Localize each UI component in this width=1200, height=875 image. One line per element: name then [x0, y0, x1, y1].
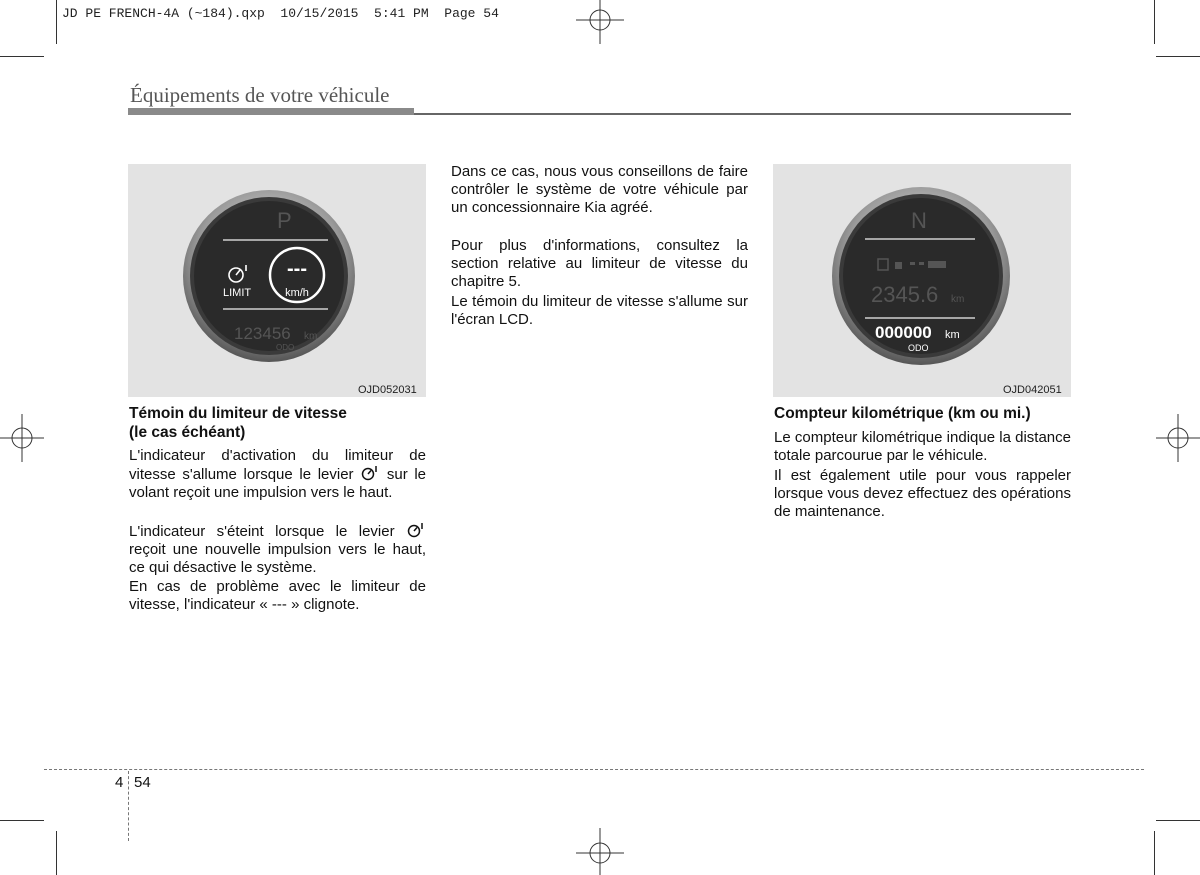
figure-code: OJD042051: [1003, 384, 1062, 396]
crop-mark: [1156, 56, 1200, 57]
middle-paragraph-2: Pour plus d'informations, consultez la section relative au limiteur de vitesse du chapitre 5.: [451, 237, 748, 290]
odometer-heading: Compteur kilométrique (km ou mi.): [774, 405, 1031, 422]
crop-mark: [56, 0, 57, 44]
footer-rule: [44, 769, 1144, 770]
crop-mark: [1154, 831, 1155, 875]
speed-limiter-heading: Témoin du limiteur de vitesse (le cas échéant): [129, 405, 347, 441]
registration-mark-icon: [1156, 414, 1200, 462]
middle-paragraph-3: Le témoin du limiteur de vitesse s'allume sur l'écran LCD.: [451, 293, 748, 328]
odo-label: ODO: [908, 343, 929, 353]
crop-mark: [1156, 820, 1200, 821]
speed-limiter-lever-icon: [406, 522, 426, 538]
crop-mark: [1154, 0, 1155, 44]
speed-limiter-paragraph-3: En cas de problème avec le limiteur de vitesse, l'indicateur « --- » clignote.: [129, 578, 426, 613]
header-bar: [128, 108, 414, 115]
registration-mark-icon: [576, 828, 624, 875]
middle-paragraph-1: Dans ce cas, nous vous conseillons de faire contrôler le système de votre véhicule par un concessionnaire Kia agréé.: [451, 163, 748, 216]
odometer-unit: km: [945, 329, 960, 341]
crop-mark: [0, 56, 44, 57]
odometer-paragraph-2: Il est également utile pour vous rappeler lorsque vous devez effectuez des opérations de maintenance.: [774, 467, 1071, 520]
registration-mark-icon: [576, 0, 624, 44]
gear-indicator: P: [277, 208, 292, 233]
figure-speed-limiter-display: [128, 164, 426, 397]
figure-odometer-display: [773, 164, 1071, 397]
odometer-value: 000000: [875, 323, 932, 342]
faded-trip-meter: 2345.6: [871, 282, 939, 307]
header-rule: [414, 113, 1071, 115]
speed-limiter-paragraph-2: L'indicateur s'éteint lorsque le levier reçoit une nouvelle impulsion vers le haut, ce qui désactive le système.: [129, 523, 426, 576]
gear-indicator: N: [911, 208, 927, 233]
faded-odometer-unit: km: [304, 331, 318, 342]
page-number: 54: [134, 774, 151, 791]
odometer-cluster-illustration: [773, 164, 1071, 397]
faded-odometer: 123456: [234, 324, 291, 343]
footer-divider: [128, 771, 129, 841]
registration-mark-icon: [0, 414, 44, 462]
chapter-number: 4: [115, 774, 124, 791]
odometer-paragraph-1: Le compteur kilométrique indique la distance totale parcourue par le véhicule.: [774, 429, 1071, 464]
speed-limiter-cluster-illustration: [128, 164, 426, 397]
speed-dashes: ---: [287, 258, 307, 280]
faded-trip-unit: km: [951, 294, 965, 305]
speed-limiter-lever-icon: [360, 465, 380, 481]
figure-code: OJD052031: [358, 384, 417, 396]
section-title: Équipements de votre véhicule: [130, 83, 390, 107]
limit-label: LIMIT: [223, 287, 252, 299]
crop-mark: [56, 831, 57, 875]
speed-unit: km/h: [285, 287, 309, 299]
crop-mark: [0, 820, 44, 821]
speed-limiter-paragraph-1: L'indicateur d'activation du limiteur de vitesse s'allume lorsque le levier sur le volant reçoit une impulsion vers le haut.: [129, 447, 427, 501]
faded-odo-label: ODO: [276, 343, 295, 352]
print-slug: JD PE FRENCH-4A (~184).qxp 10/15/2015 5:41 PM Page 54: [62, 6, 499, 21]
